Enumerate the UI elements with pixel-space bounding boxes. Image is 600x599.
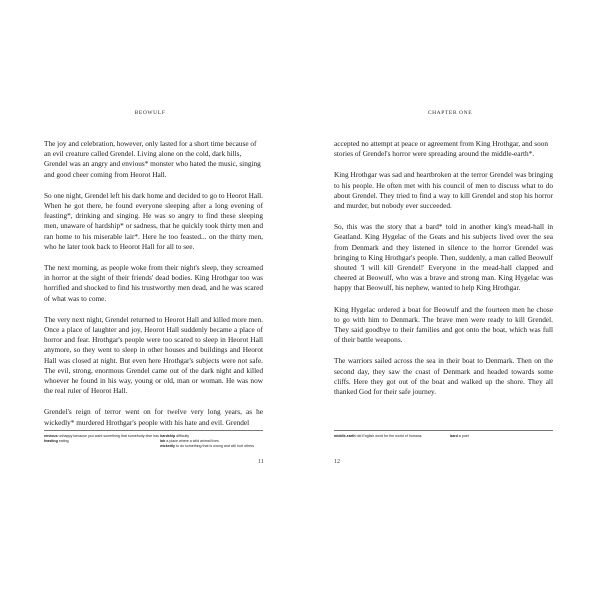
glossary-column — [160, 434, 260, 449]
glossary-term: bard — [450, 434, 458, 438]
right-page — [300, 0, 600, 599]
paragraph: Grendel's reign of terror went on for twelve very long years, as he wickedly* murdered Hrothgar's people with his hate and evil. Grendel — [44, 407, 263, 427]
glossary-definition: difficulty — [176, 434, 190, 438]
paragraph: King Hygelac ordered a boat for Beowulf and the fourteen men he chose to go with him to Denmark. The brave men were ready to kill Grendel. They said goodbye to their families and got onto the boat, which was full of their battle weapons. — [334, 304, 553, 345]
running-header: BEOWULF — [134, 110, 166, 116]
glossary-definition: old English word for the world of humans — [356, 434, 422, 438]
paragraph: The next morning, as people woke from their night's sleep, they screamed in horror at the sight of their friends' dead bodies. King Hrothgar too was horrified and shocked to find his trustworthy men dead, and he was scared of what was to come. — [44, 263, 263, 303]
glossary-term: feasting — [44, 439, 58, 443]
paragraph: King Hrothgar was sad and heartbroken at the terror Grendel was bringing to his people. He often met with his council of men to discuss what to do about Grendel. They tried to find a way to kill Grendel and stop his horror and murder, but nobody ever succeeded. — [334, 170, 553, 211]
paragraph: The very next night, Grendel returned to Heorot Hall and killed more men. Once a place of laughter and joy, Heorot Hall suddenly became a place of horror and fear. Hrothgar's people were too scared to sleep in Heorot Hall anymore, so they went to sleep in other houses and buildings and Heorot Hall was closed at night. But even here Hrothgar's subjects were not safe. The evil, strong, enormous Grendel came out of the dark night and killed whoever he found in his way, young or old, man or woman. He was now the real ruler of Heorot Hall. — [44, 314, 263, 396]
footnote-divider — [44, 430, 263, 431]
glossary-definition: unhappy because you want something that somebody else has — [58, 434, 159, 438]
glossary-term: envious — [44, 434, 58, 438]
glossary-column — [334, 434, 434, 439]
glossary-term: hardship — [160, 434, 176, 438]
body-text — [44, 139, 263, 439]
glossary-definition: a poet — [458, 434, 469, 438]
glossary-definition: to do something that is wrong and will hurt others — [175, 444, 255, 448]
glossary-column — [450, 434, 550, 439]
glossary-entry — [160, 444, 260, 449]
glossary-entry — [334, 434, 434, 439]
glossary-definition: a place where a wild animal lives — [166, 439, 219, 443]
footnote-divider — [334, 430, 553, 431]
page-number: 11 — [258, 459, 264, 465]
page-number: 12 — [334, 459, 340, 465]
paragraph: So one night, Grendel left his dark home and decided to go to Heorot Hall. When he got there, he found everyone sleeping after a long evening of feasting*, drinking and singing. He was so angry to find these sleeping men, unaware of hardship* or sadness, that he quickly took thirty men and ran home to his miserable lair*. Here he too feasted... on the thirty men, who he later took back to Heorot Hall for all to see. — [44, 190, 263, 251]
paragraph: So, this was the story that a bard* told in another king's mead-hall in Geatland. King Hygelac of the Geats and his subjects lived over the sea from Denmark and they listened in silence to the horror Grendel was bringing to King Hrothgar's people. Then, suddenly, a man called Beowulf shouted 'I will kill Grendel!' Everyone in the mead-hall clapped and cheered at Beowulf, who was a brave and strong man. King Hygelac was happy that Beowulf, his nephew, wanted to help King Hrothgar. — [334, 222, 553, 293]
body-text — [334, 139, 553, 408]
glossary-entry — [450, 434, 550, 439]
glossary-definition: eating — [58, 439, 69, 443]
glossary-term: middle-earth — [334, 434, 356, 438]
glossary-column — [44, 434, 159, 444]
paragraph: accepted no attempt at peace or agreement from King Hrothgar, and soon stories of Grendel's horror were spreading around the middle-earth*. — [334, 139, 549, 159]
glossary-term: wickedly — [160, 444, 175, 448]
glossary-term: lair — [160, 439, 166, 443]
running-header: CHAPTER ONE — [427, 110, 473, 116]
glossary-entry — [44, 439, 144, 444]
paragraph: The warriors sailed across the sea in their boat to Denmark. Then on the second day, they saw the coast of Denmark and headed towards some cliffs. Here they got out of the boat and walked up the shore. They all thanked God for their safe journey. — [334, 356, 553, 397]
paragraph: The joy and celebration, however, only lasted for a short time because of an evil creature called Grendel. Living alone on the cold, dark hills, Grendel was an angry and envious* monster who hated the music, singing and good cheer coming from Heorot Hall. — [44, 139, 261, 179]
